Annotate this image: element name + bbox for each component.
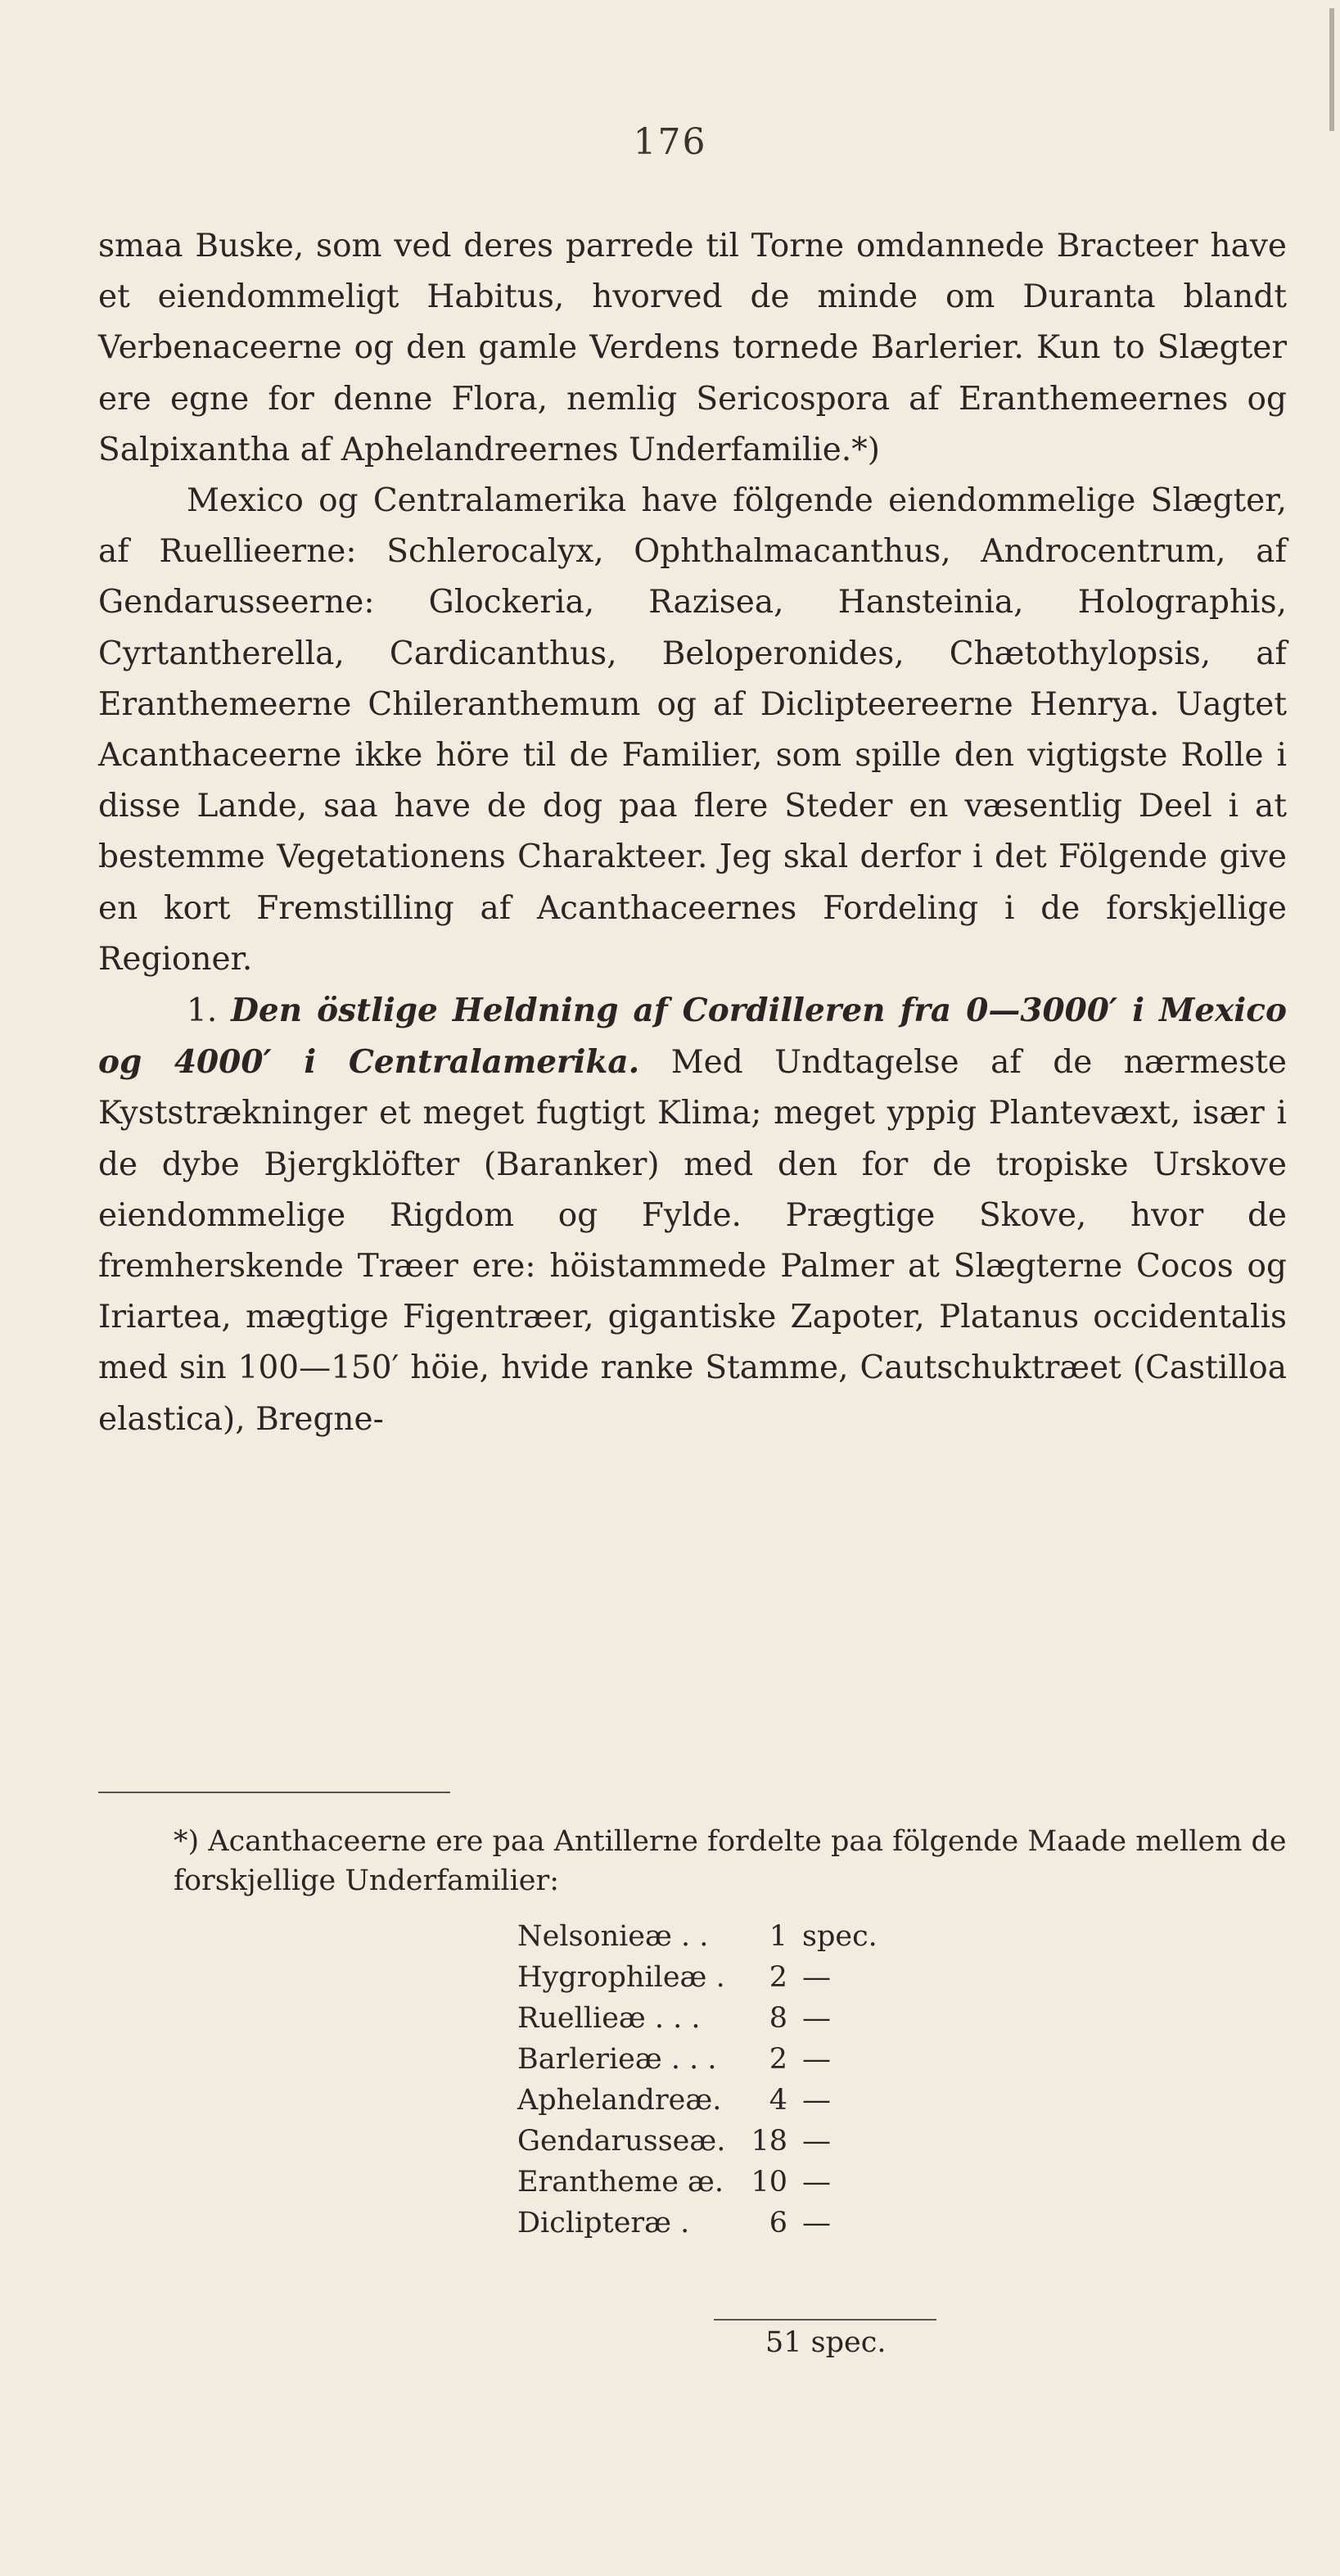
subfamily-name: Erantheme æ. bbox=[517, 2166, 724, 2199]
section-paragraph bbox=[98, 985, 1287, 1445]
species-total: 51 spec. bbox=[765, 2326, 887, 2359]
footnote-marker: *) bbox=[174, 1825, 200, 1858]
subfamily-name: Ruellieæ . . . bbox=[517, 2002, 701, 2035]
page-edge-mark bbox=[1329, 8, 1334, 131]
table-row bbox=[517, 2080, 878, 2121]
main-text bbox=[98, 221, 1287, 1445]
species-count: 1 bbox=[769, 1920, 787, 1953]
section-heading: Den östlige Heldning af Cordilleren fra 0—3000′ i Mexico og 4000′ i Centralamerika. bbox=[98, 992, 1287, 1082]
count-unit: — bbox=[802, 2166, 831, 2199]
species-count: 2 bbox=[769, 1961, 787, 1994]
footnote-separator bbox=[98, 1792, 450, 1793]
footnote-text-line bbox=[174, 1822, 1287, 1900]
count-unit: — bbox=[802, 2043, 831, 2076]
subfamily-name: Diclipteræ . bbox=[517, 2207, 690, 2239]
table-row bbox=[517, 2162, 878, 2203]
paragraph-2: Mexico og Centralamerika have fölgende eiendommelige Slægter, af Ruellieerne: Schlerocalyx, Ophthalmacanthus, Androcentrum, af Gendarusseerne: Glockeria, Razisea, Hansteinia, Holographis, Cyrtantherella, Cardicanthus, Beloperonides, Chætothylopsis, af Eranthemeerne Chileranthemum og af Diclipteereerne Henrya. Uagtet Acanthaceerne ikke höre til de Familier, som spille den vigtigste Rolle i disse Lande, saa have de dog paa flere Steder en væsentlig Deel i at bestemme Vegetationens Charakteer. Jeg skal derfor i det Fölgende give en kort Fremstilling af Acanthaceernes Fordeling i de forskjellige Regioner. bbox=[98, 482, 1287, 978]
table-row bbox=[517, 1957, 878, 1998]
species-count: 4 bbox=[769, 2084, 787, 2117]
species-count: 8 bbox=[769, 2002, 787, 2035]
table-row bbox=[517, 2121, 878, 2162]
count-unit: — bbox=[802, 2084, 831, 2117]
species-count: 6 bbox=[769, 2207, 787, 2239]
subfamily-name: Nelsonieæ . . bbox=[517, 1920, 709, 1953]
count-unit: — bbox=[802, 2207, 831, 2239]
count-unit: — bbox=[802, 2125, 831, 2158]
section-text: Med Undtagelse af de nærmeste Kyststrækninger et meget fugtigt Klima; meget yppig Plantevæxt, især i de dybe Bjergklöfter (Baranker) med den for de tropiske Urskove eiendommelige Rigdom og Fylde. Prægtige Skove, hvor de fremherskende Træer ere: höistammede Palmer at Slægterne Cocos og Iriartea, mægtige Figentræer, gigantiske Zapoter, Platanus occidentalis med sin 100—150′ höie, hvide ranke Stamme, Cautschuktræet (Castilloa elastica), Bregne- bbox=[98, 1044, 1287, 1438]
table-row bbox=[517, 1916, 878, 1957]
subfamily-name: Hygrophileæ . bbox=[517, 1961, 725, 1994]
table-row bbox=[517, 2039, 878, 2080]
species-count: 2 bbox=[769, 2043, 787, 2076]
subfamily-name: Gendarusseæ. bbox=[517, 2125, 726, 2158]
count-unit: spec. bbox=[802, 1920, 878, 1953]
subfamily-name: Barlerieæ . . . bbox=[517, 2043, 717, 2076]
footnote bbox=[174, 1822, 1287, 1900]
table-row bbox=[517, 2203, 878, 2244]
paragraph-1: smaa Buske, som ved deres parrede til Torne omdannede Bracteer have et eiendommeligt Habitus, hvorved de minde om Duranta blandt Verbenaceerne og den gamle Verdens tornede Barlerier. Kun to Slægter ere egne for denne Flora, nemlig Sericospora af Eranthemeernes og Salpixantha af Aphelandreernes Underfamilie.*) bbox=[98, 228, 1287, 468]
subfamily-table bbox=[517, 1916, 878, 2244]
total-rule bbox=[714, 2319, 936, 2321]
species-count: 10 bbox=[751, 2166, 787, 2199]
table-row bbox=[517, 1998, 878, 2039]
count-unit: — bbox=[802, 1961, 831, 1994]
subfamily-name: Aphelandreæ. bbox=[517, 2084, 722, 2117]
footnote-text: Acanthaceerne ere paa Antillerne fordelte paa fölgende Maade mellem de forskjellige Underfamilier: bbox=[174, 1825, 1287, 1897]
page-number: 176 bbox=[633, 121, 707, 163]
species-count: 18 bbox=[751, 2125, 787, 2158]
section-number: 1. bbox=[187, 992, 218, 1030]
count-unit: — bbox=[802, 2002, 831, 2035]
